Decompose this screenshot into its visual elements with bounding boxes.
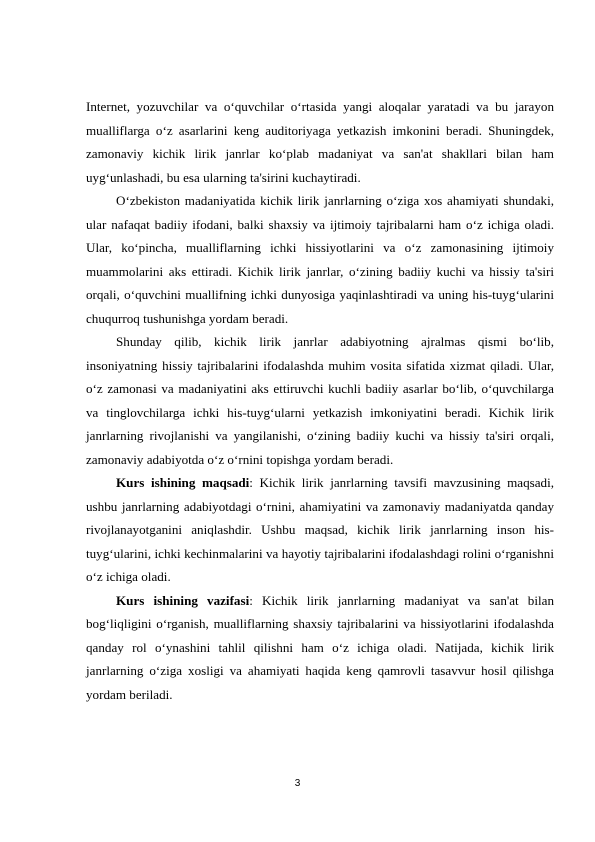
paragraph-course-task: [86, 589, 554, 707]
paragraph-course-goal: [86, 471, 554, 589]
paragraph-text: : Kichik lirik janrlarning madaniyat va san'at bilan bog‘liqligini o‘rganish, mualliflarning shaxsiy tajribalarini va hissiyotlarini ifodalashda qanday rol o‘ynashini tahlil qilishni ham o‘z ichiga oladi. Natijada, kichik lirik janrlarning o‘ziga xosligi va ahamiyati haqida keng qamrovli tasavvur hosil qilishga yordam beriladi.: [86, 592, 554, 702]
paragraph-conclusion: [86, 330, 554, 471]
paragraph-uzbekistan-culture: [86, 189, 554, 330]
paragraph-internet: [86, 95, 554, 189]
paragraph-text: Shunday qilib, kichik lirik janrlar adabiyotning ajralmas qismi bo‘lib, insoniyatning hissiy tajribalarini ifodalashda muhim vosita sifatida xizmat qiladi. Ular, o‘z zamonasi va madaniyatini aks ettiruvchi kuchli badiiy asarlar bo‘lib, o‘quvchilarga va tinglovchilarga ichki his-tuyg‘ularni yetkazish imkoniyatini beradi. Kichik lirik janrlarning rivojlanishi va yangilanishi, o‘zining badiiy kuchi va hissiy ta'siri orqali, zamonaviy adabiyotda o‘z o‘rnini topishga yordam beradi.: [86, 334, 554, 467]
body-text: [86, 95, 554, 706]
paragraph-text: : Kichik lirik janrlarning tavsifi mavzusining maqsadi, ushbu janrlarning adabiyotdagi o‘rnini, ahamiyatini va zamonaviy madaniyatda qanday rivojlanayotganini aniqlashdir. Ushbu maqsad, kichik lirik janrlarning inson his-tuyg‘ularini, ichki kechinmalarini va hayotiy tajribalarini ifodalashdagi rolini o‘rganishni o‘z ichiga oladi.: [86, 475, 555, 584]
page-number: 3: [294, 778, 301, 789]
paragraph-text: O‘zbekiston madaniyatida kichik lirik janrlarning o‘ziga xos ahamiyati shundaki, ular nafaqat badiiy ifodani, balki shaxsiy va ijtimoiy tajribalarni ham o‘z ichiga oladi. Ular, ko‘pincha, mualliflarning ichki hissiyotlarini va o‘z zamonasining ijtimoiy muammolarini aks ettiradi. Kichik lirik janrlar, o‘zining badiiy kuchi va hissiy ta'siri orqali, o‘quvchini muallifning ichki dunyosiga yaqinlashtiradi va uning his-tuyg‘ularini chuqurroq tushunishga yordam beradi.: [86, 193, 554, 326]
course-goal-heading: Kurs ishining maqsadi: [116, 475, 250, 490]
course-task-heading: Kurs ishining vazifasi: [116, 592, 250, 608]
paragraph-text: Internet, yozuvchilar va o‘quvchilar o‘rtasida yangi aloqalar yaratadi va bu jarayon mualliflarga o‘z asarlarini keng auditoriyaga yetkazish imkonini beradi. Shuningdek, zamonaviy kichik lirik janrlar ko‘plab madaniyat va san'at shakllari bilan ham uyg‘unlashadi, bu esa ularning ta'sirini kuchaytiradi.: [86, 99, 554, 185]
